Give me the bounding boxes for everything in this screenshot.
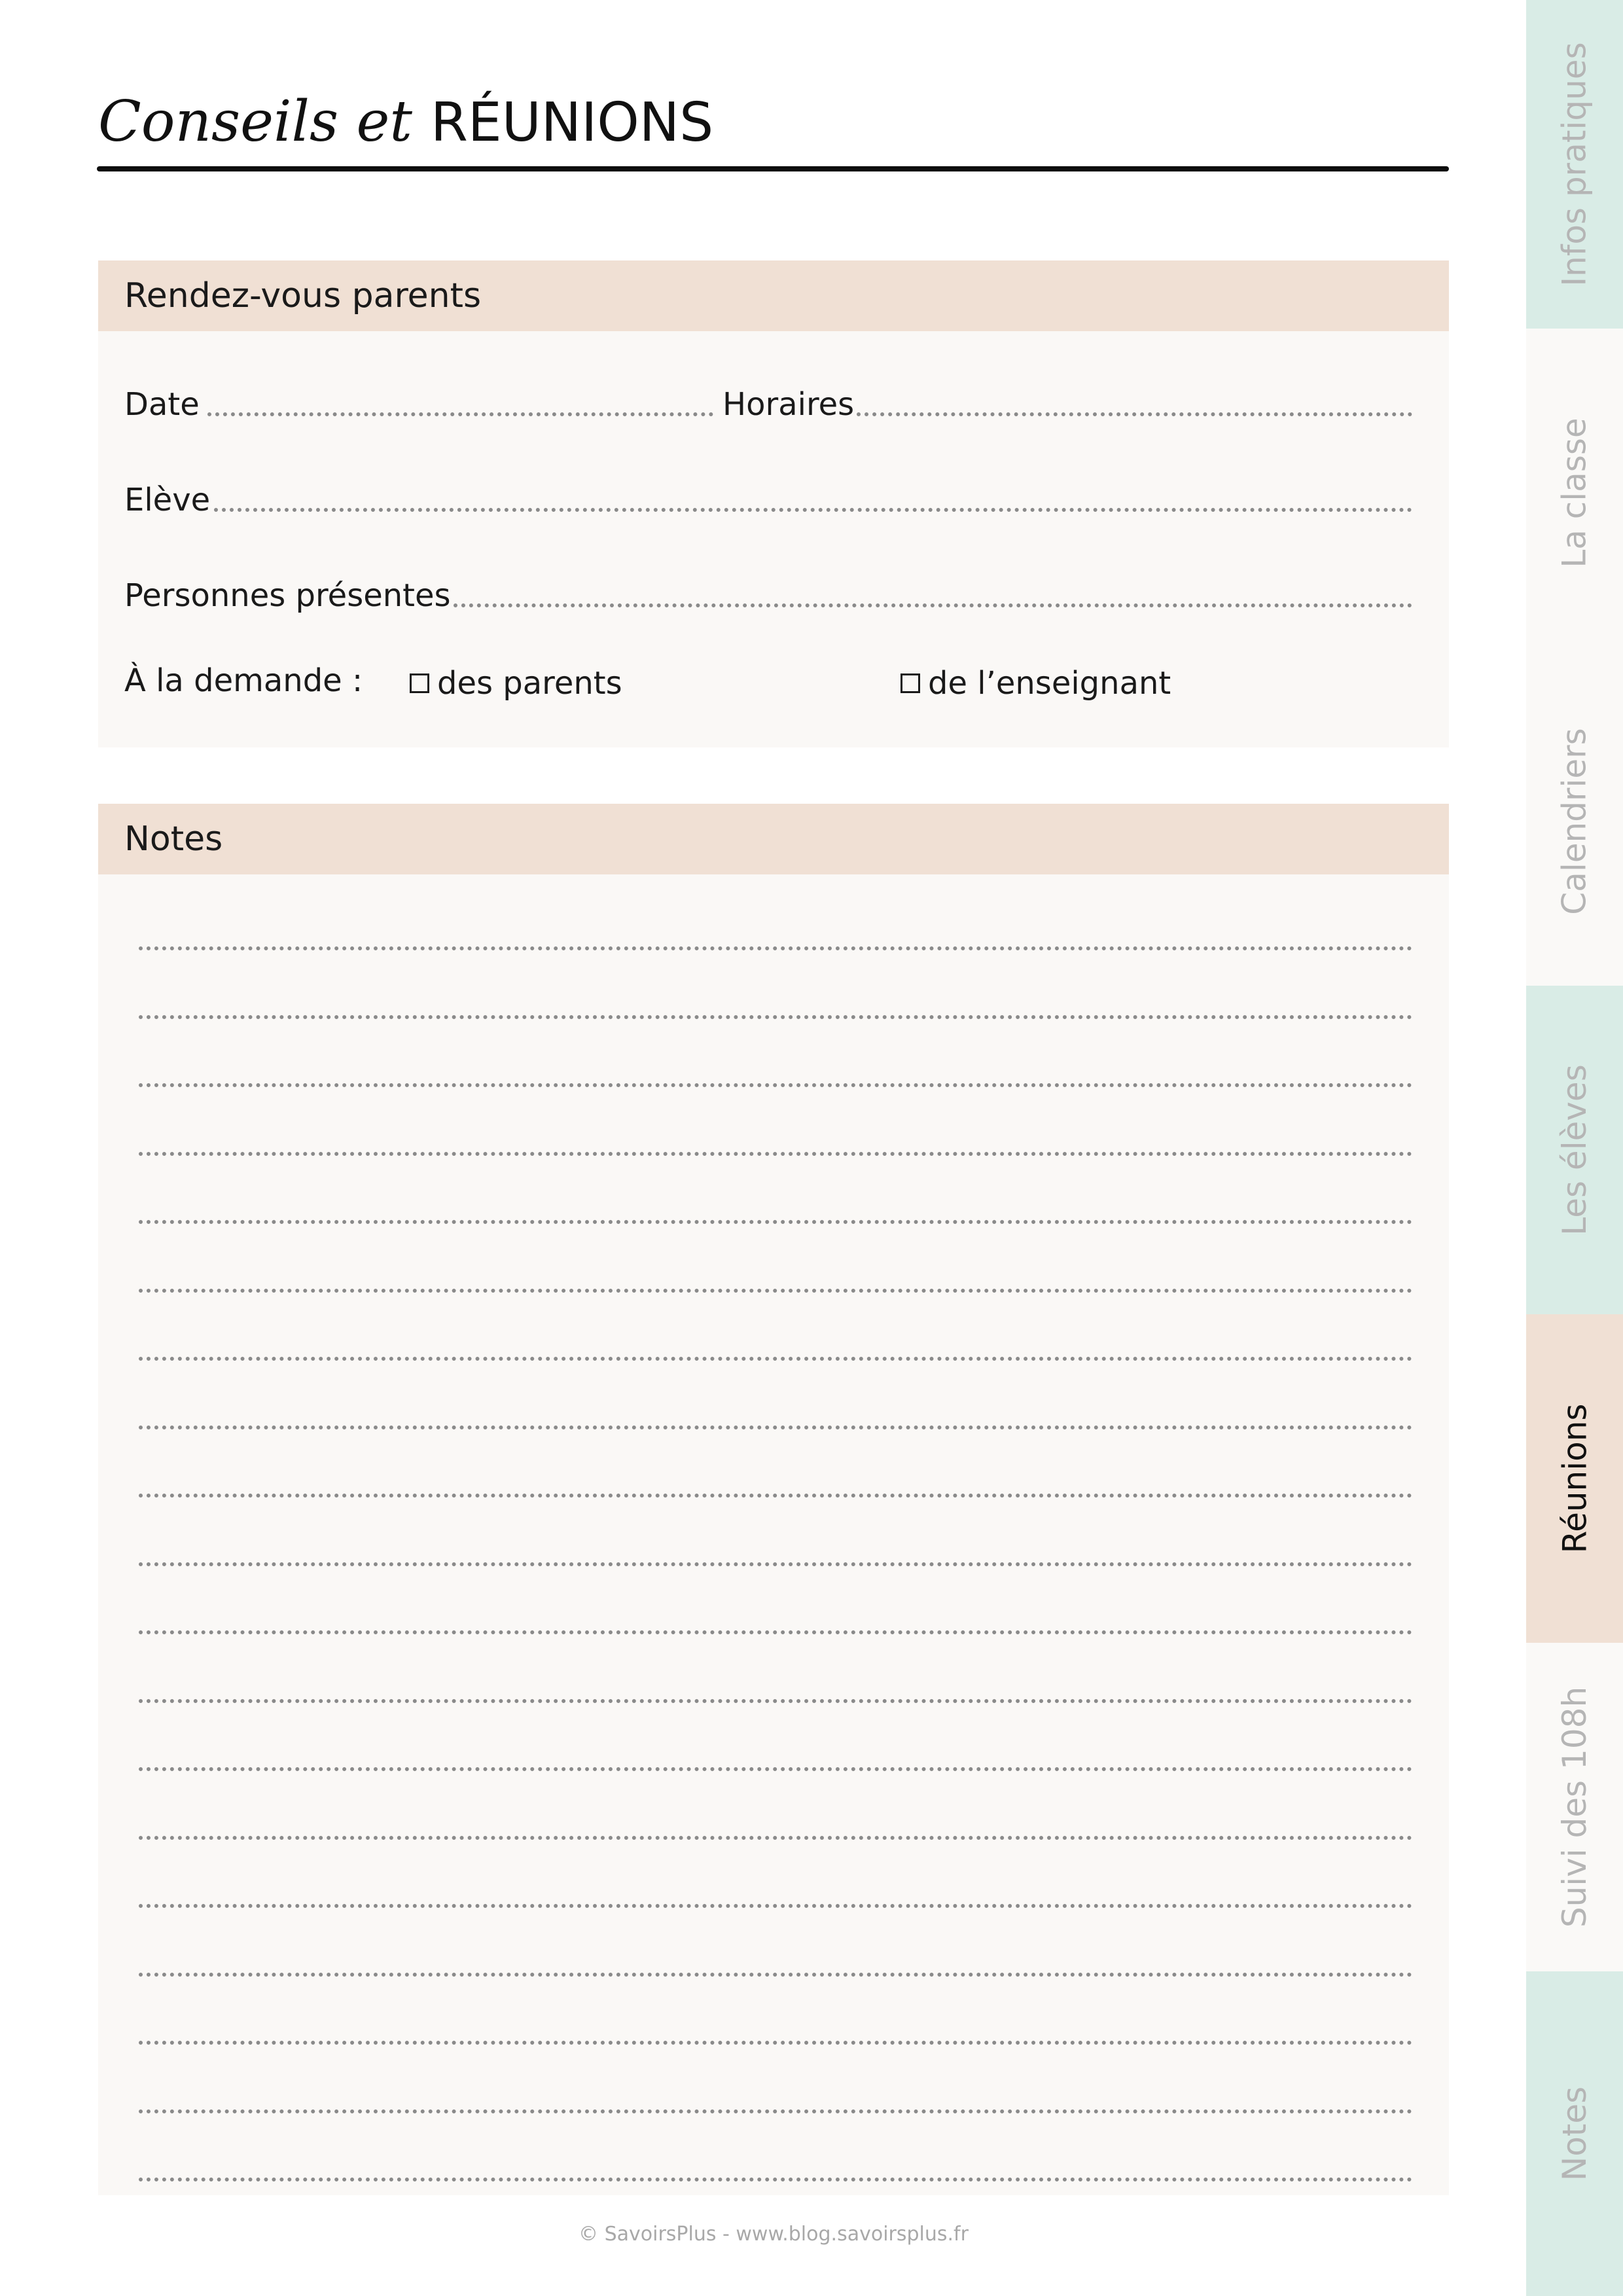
note-line[interactable] <box>139 946 1412 950</box>
page-title-caps: RÉUNIONS <box>430 92 714 154</box>
option-parents-label: des parents <box>437 665 622 702</box>
tab-notes-label: Notes <box>1555 2086 1594 2181</box>
note-line[interactable] <box>139 1836 1412 1840</box>
eleve-field[interactable] <box>124 473 1412 518</box>
tab-infos-pratiques[interactable] <box>1526 0 1623 329</box>
rendez-vous-section <box>98 260 1449 747</box>
horaires-field[interactable] <box>722 386 1412 423</box>
rendez-vous-header: Rendez-vous parents <box>98 260 1449 331</box>
tab-la-classe-label: La classe <box>1556 418 1594 568</box>
notes-header: Notes <box>98 804 1449 874</box>
eleve-label: Elève <box>124 482 211 518</box>
tab-suivi-108h-label: Suivi des 108h <box>1556 1686 1594 1928</box>
personnes-dotted-line[interactable] <box>454 603 1412 607</box>
checkbox-enseignant[interactable] <box>901 673 920 693</box>
demande-row <box>124 658 1412 704</box>
note-line[interactable] <box>139 1357 1412 1361</box>
tab-notes[interactable] <box>1526 1971 1623 2296</box>
tab-suivi-108h[interactable] <box>1526 1643 1623 1971</box>
page-title <box>98 89 713 161</box>
date-field[interactable] <box>124 386 713 423</box>
note-line[interactable] <box>139 2041 1412 2045</box>
note-line[interactable] <box>139 1973 1412 1977</box>
tab-reunions[interactable] <box>1526 1314 1623 1643</box>
tab-calendriers-label: Calendriers <box>1556 728 1594 915</box>
note-line[interactable] <box>139 1699 1412 1703</box>
note-line[interactable] <box>139 1152 1412 1156</box>
title-underline <box>97 166 1449 171</box>
note-line[interactable] <box>139 2178 1412 2181</box>
page-title-script: Conseils et <box>98 89 412 154</box>
note-line[interactable] <box>139 1904 1412 1908</box>
horaires-label: Horaires <box>722 386 855 423</box>
note-line[interactable] <box>139 1015 1412 1019</box>
note-line[interactable] <box>139 1494 1412 1498</box>
tab-calendriers[interactable] <box>1526 657 1623 986</box>
option-enseignant-label: de l’enseignant <box>928 665 1171 702</box>
tab-infos-pratiques-label: Infos pratiques <box>1556 42 1594 287</box>
note-line[interactable] <box>139 2109 1412 2113</box>
option-parents[interactable] <box>410 665 622 702</box>
note-line[interactable] <box>139 1220 1412 1224</box>
note-line[interactable] <box>139 1630 1412 1634</box>
date-horaires-row <box>124 377 1412 423</box>
note-line[interactable] <box>139 1289 1412 1293</box>
date-label: Date <box>124 386 200 423</box>
side-tabs <box>1526 0 1623 2296</box>
footer-copyright: © SavoirsPlus - www.blog.savoirsplus.fr <box>579 2223 969 2246</box>
tab-les-eleves-label: Les élèves <box>1556 1064 1594 1236</box>
personnes-field[interactable] <box>124 568 1412 614</box>
eleve-dotted-line[interactable] <box>214 508 1412 512</box>
note-line[interactable] <box>139 1426 1412 1429</box>
option-enseignant[interactable] <box>901 665 1171 702</box>
note-line[interactable] <box>139 1767 1412 1771</box>
horaires-dotted-line[interactable] <box>857 412 1412 416</box>
tab-reunions-label: Réunions <box>1556 1403 1594 1554</box>
note-line[interactable] <box>139 1083 1412 1087</box>
note-line[interactable] <box>139 1562 1412 1566</box>
personnes-label: Personnes présentes <box>124 577 451 614</box>
tab-les-eleves[interactable] <box>1526 986 1623 1314</box>
tab-la-classe[interactable] <box>1526 329 1623 657</box>
checkbox-parents[interactable] <box>410 673 429 693</box>
notes-section <box>98 804 1449 2195</box>
date-dotted-line[interactable] <box>207 412 713 416</box>
demande-label: À la demande : <box>124 662 363 699</box>
